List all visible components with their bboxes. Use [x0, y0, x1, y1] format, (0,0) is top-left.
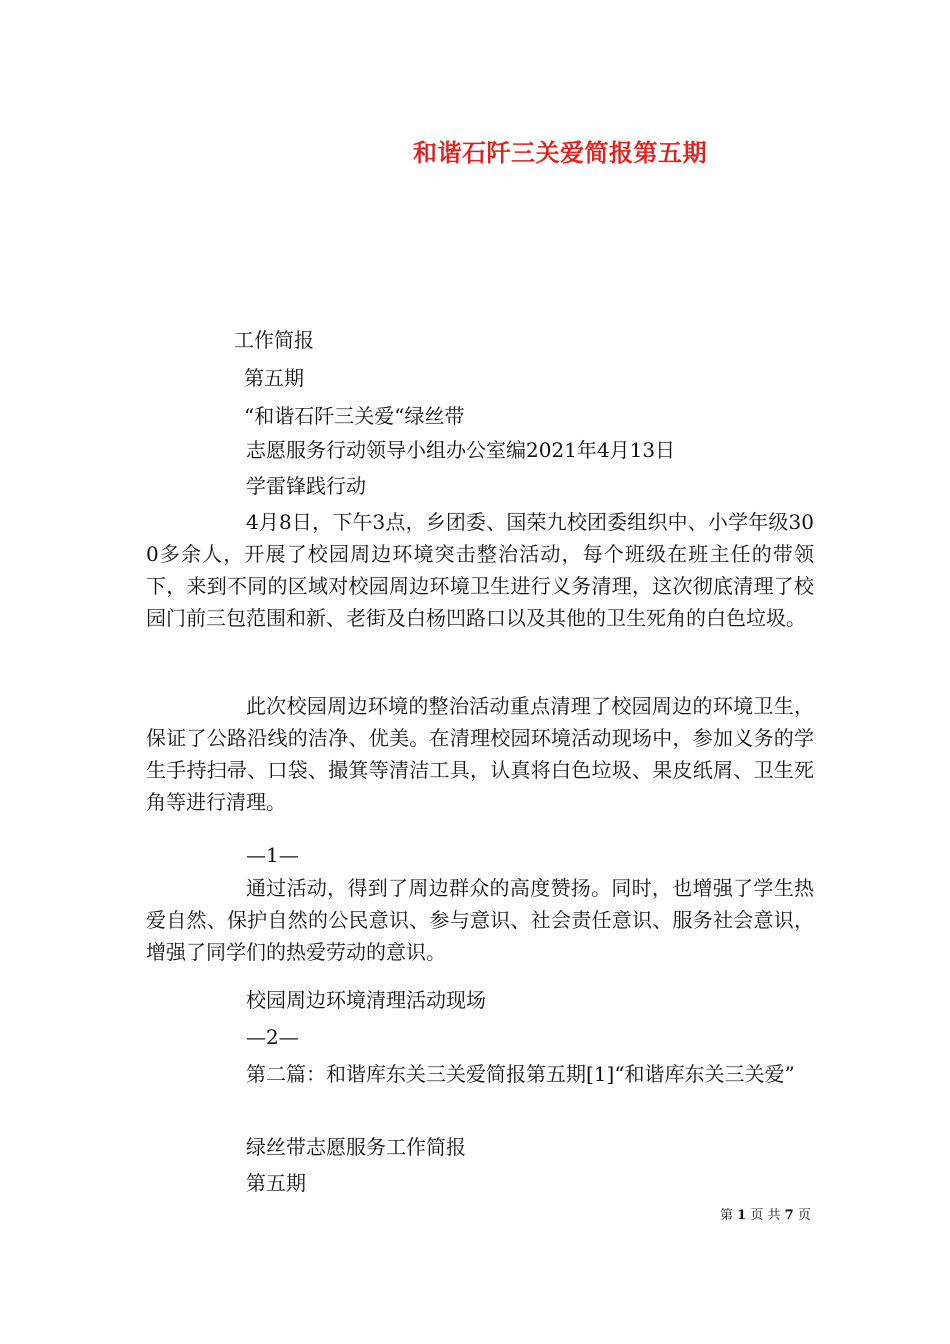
body-paragraph-3: 通过活动，得到了周边群众的高度赞扬。同时，也增强了学生热爱自然、保护自然的公民意识、参与意识、社会责任意识、服务社会意识，增强了同学们的热爱劳动的意识。: [146, 876, 814, 964]
page-marker-2: —2—: [246, 1025, 299, 1049]
document-title: 和谐石阡三关爱简报第五期: [413, 138, 707, 167]
header-line-issue: 第五期: [244, 366, 304, 390]
tail-line-subtitle: 绿丝带志愿服务工作简报: [246, 1135, 466, 1159]
footer-total-pages: 7: [784, 1208, 794, 1223]
page-footer: [720, 1204, 811, 1223]
body-paragraph-2: 此次校园周边环境的整治活动重点清理了校园周边的环境卫生，保证了公路沿线的洁净、优美。在清理校园环境活动现场中，参加义务的学生手持扫帚、口袋、撮箕等清洁工具，认真将白色垃圾、果皮纸屑、卫生死角等进行清理。: [146, 694, 814, 814]
page-marker-1: —1—: [246, 843, 299, 867]
header-line-report-type: 工作简报: [234, 328, 314, 352]
tail-line-issue: 第五期: [246, 1171, 306, 1195]
second-article-heading: 第二篇：和谐库东关三关爱简报第五期[1]“和谐库东关三关爱”: [246, 1062, 795, 1086]
footer-middle: 页 共: [750, 1208, 781, 1223]
footer-suffix: 页: [797, 1208, 811, 1223]
body-paragraph-1: 4月8日，下午3点，乡团委、国荣九校团委组织中、小学年级300多余人，开展了校园周边环境突击整治活动，每个班级在班主任的带领下，来到不同的区域对校园周边环境卫生进行义务清理，这次彻底清理了校园门前三包范围和新、老街及白杨凹路口以及其他的卫生死角的白色垃圾。: [146, 510, 814, 630]
footer-prefix: 第: [720, 1208, 734, 1223]
photo-caption: 校园周边环境清理活动现场: [246, 988, 486, 1012]
header-line-program: “和谐石阡三关爱“绿丝带: [244, 404, 465, 428]
footer-page-number: 1: [737, 1208, 747, 1223]
header-line-section-heading: 学雷锋践行动: [246, 474, 366, 498]
header-line-editor-date: 志愿服务行动领导小组办公室编2021年4月13日: [246, 438, 676, 462]
